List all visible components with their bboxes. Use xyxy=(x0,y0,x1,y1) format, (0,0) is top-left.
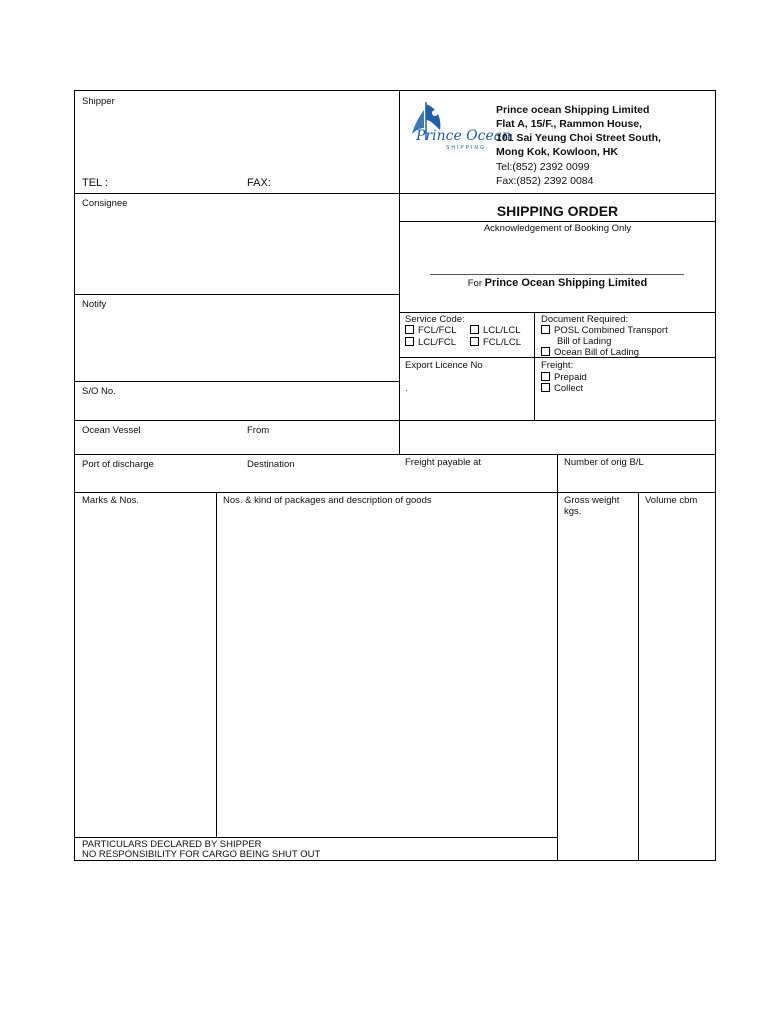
footer-declaration: PARTICULARS DECLARED BY SHIPPER xyxy=(82,839,262,850)
document-option-ocean-bl[interactable]: Ocean Bill of Lading xyxy=(541,347,639,358)
divider xyxy=(216,492,217,837)
company-logo xyxy=(404,100,512,160)
company-fax: Fax:(852) 2392 0084 xyxy=(496,175,594,187)
document-option-posl[interactable]: POSL Combined Transport xyxy=(541,325,668,336)
logo-subtext: SHIPPING xyxy=(446,145,486,151)
shipper-tel-label: TEL : xyxy=(82,177,108,189)
divider xyxy=(534,312,535,420)
packages-description-header: Nos. & kind of packages and description of goods xyxy=(223,495,432,506)
divider xyxy=(74,492,716,493)
document-title: SHIPPING ORDER xyxy=(496,203,619,219)
freight-option-prepaid[interactable]: Prepaid xyxy=(541,372,587,383)
gross-weight-header: Gross weight xyxy=(564,495,620,506)
company-address-line1: Flat A, 15/F., Rammon House, xyxy=(496,118,643,130)
divider xyxy=(399,90,400,454)
checkbox-icon[interactable] xyxy=(470,325,479,334)
for-company-name: Prince Ocean Shipping Limited xyxy=(484,277,648,289)
divider xyxy=(74,454,716,455)
frame-top-line xyxy=(74,90,716,91)
document-subtitle: Acknowledgement of Booking Only xyxy=(483,223,632,234)
notify-label: Notify xyxy=(82,299,107,310)
document-required-label: Document Required: xyxy=(541,314,629,325)
destination-label: Destination xyxy=(247,459,295,470)
company-address-line3: Mong Kok, Kowloon, HK xyxy=(496,146,618,158)
divider xyxy=(74,294,399,295)
divider xyxy=(399,221,716,222)
service-option-fcl-fcl[interactable]: FCL/FCL xyxy=(405,325,457,336)
export-licence-value: . xyxy=(405,383,408,394)
service-option-lcl-lcl[interactable]: LCL/LCL xyxy=(470,325,521,336)
from-label: From xyxy=(247,425,270,436)
document-option-posl-line2: Bill of Lading xyxy=(557,336,612,347)
marks-nos-header: Marks & Nos. xyxy=(82,495,140,506)
for-company-line xyxy=(399,277,716,289)
divider xyxy=(74,381,399,382)
checkbox-icon[interactable] xyxy=(541,325,550,334)
logo-wordmark: Prince Ocean xyxy=(416,128,512,144)
company-name: Prince ocean Shipping Limited xyxy=(496,104,650,116)
service-code-label: Service Code: xyxy=(405,314,465,325)
shipper-fax-label: FAX: xyxy=(247,177,271,189)
orig-bl-label: Number of orig B/L xyxy=(564,457,644,468)
freight-label: Freight: xyxy=(541,360,574,371)
port-of-discharge-label: Port of discharge xyxy=(82,459,154,470)
checkbox-icon[interactable] xyxy=(405,337,414,346)
company-tel: Tel:(852) 2392 0099 xyxy=(496,161,590,173)
frame-left-line xyxy=(74,90,75,860)
company-address-line2: 101 Sai Yeung Choi Street South, xyxy=(496,132,661,144)
divider xyxy=(74,420,716,421)
checkbox-icon[interactable] xyxy=(405,325,414,334)
freight-payable-label: Freight payable at xyxy=(405,457,482,468)
frame-bottom-line xyxy=(74,860,716,861)
checkbox-icon[interactable] xyxy=(541,347,550,356)
consignee-label: Consignee xyxy=(82,198,128,209)
ocean-vessel-label: Ocean Vessel xyxy=(82,425,141,436)
so-number-label: S/O No. xyxy=(82,386,116,397)
divider xyxy=(74,193,716,194)
divider xyxy=(399,312,716,313)
shipper-label: Shipper xyxy=(82,96,115,107)
checkbox-icon[interactable] xyxy=(541,372,550,381)
footer-disclaimer: NO RESPONSIBILITY FOR CARGO BEING SHUT OUT xyxy=(82,849,321,860)
service-option-fcl-lcl[interactable]: FCL/LCL xyxy=(470,337,521,348)
freight-option-collect[interactable]: Collect xyxy=(541,383,583,394)
divider xyxy=(74,837,558,838)
export-licence-label: Export Licence No xyxy=(405,360,483,371)
for-prefix: For xyxy=(467,278,482,289)
signature-line xyxy=(430,274,684,275)
volume-header: Volume cbm xyxy=(645,495,698,506)
checkbox-icon[interactable] xyxy=(541,383,550,392)
divider xyxy=(557,454,558,860)
service-option-lcl-fcl[interactable]: LCL/FCL xyxy=(405,337,456,348)
divider xyxy=(638,492,639,860)
gross-weight-unit: kgs. xyxy=(564,506,582,517)
checkbox-icon[interactable] xyxy=(470,337,479,346)
